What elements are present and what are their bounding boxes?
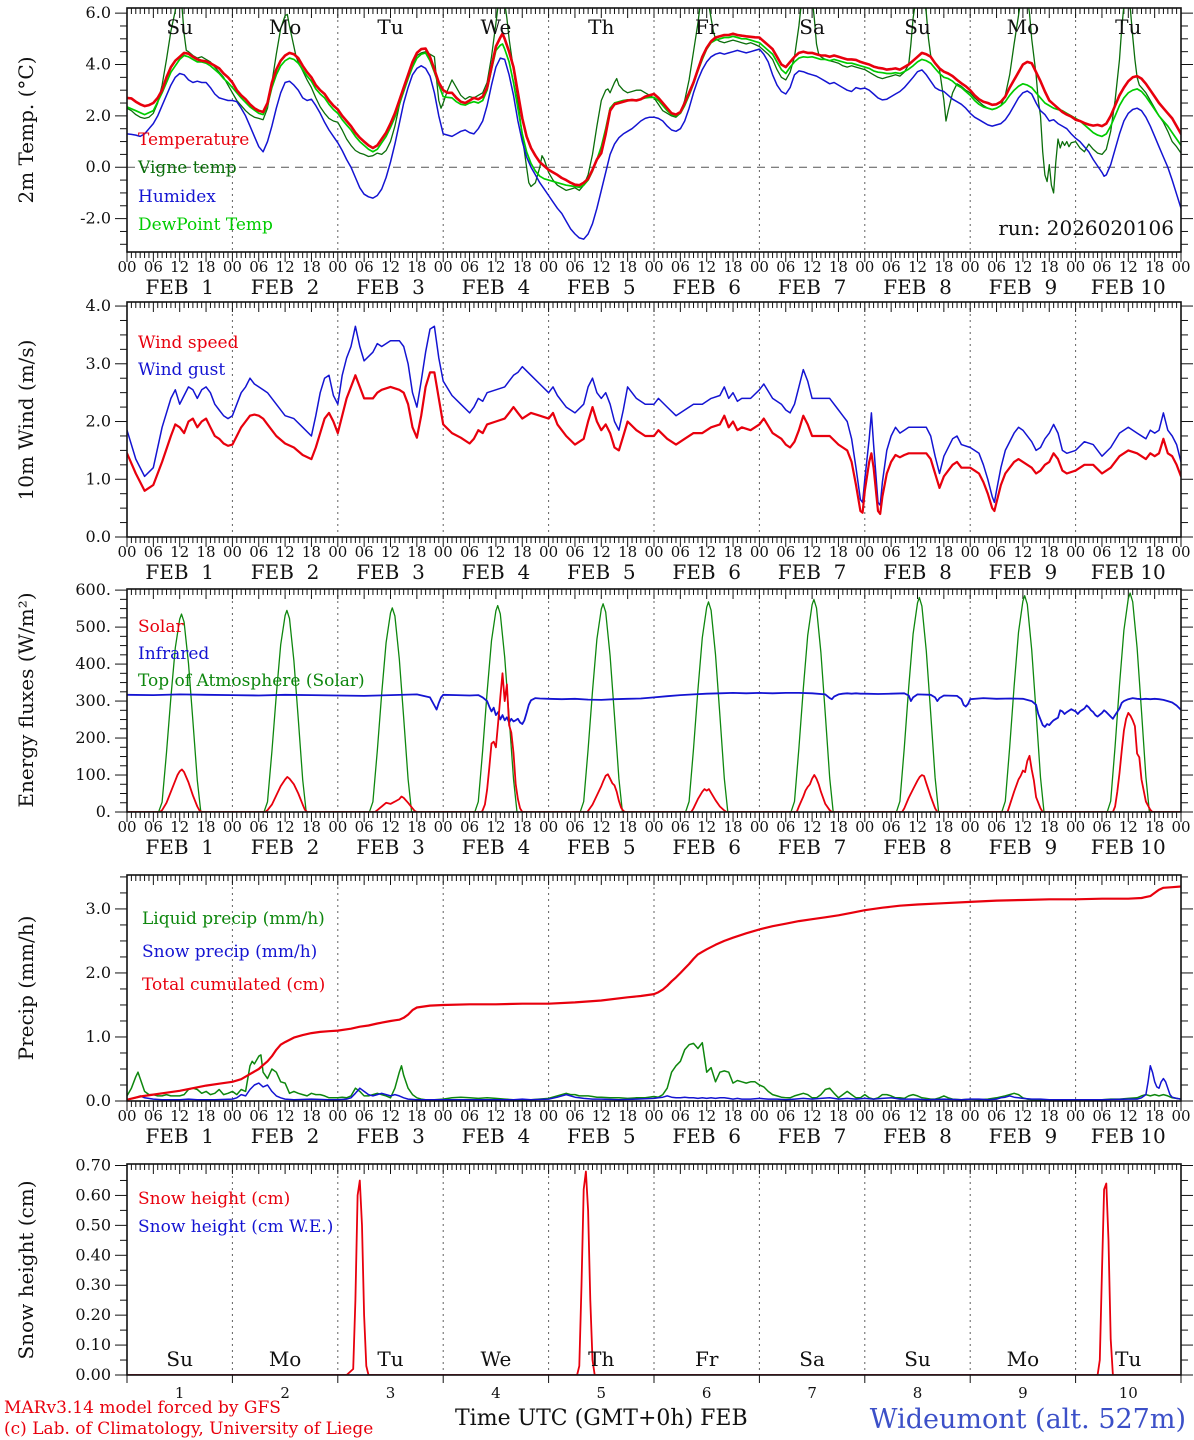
- x-hour-label: 00: [1171, 543, 1191, 561]
- y-tick-label: 6.0: [85, 3, 111, 23]
- x-hour-label: 06: [670, 543, 690, 561]
- time-axis-label: [455, 1406, 748, 1431]
- x-date-label: FEB 5: [566, 560, 636, 584]
- x-date-label: FEB 9: [988, 560, 1058, 584]
- x-date-label: FEB 8: [883, 275, 952, 299]
- y-tick-label: 1.0: [85, 1026, 111, 1046]
- x-hour-label: 00: [539, 818, 559, 836]
- legend-temperature: Temperature: [138, 130, 250, 150]
- x-hour-label: 12: [170, 258, 190, 276]
- x-hour-label: 06: [460, 1107, 480, 1125]
- legend-snow-height-we: Snow height (cm W.E.): [138, 1217, 334, 1237]
- x-hour-label: 18: [512, 818, 532, 836]
- x-date-label: FEB 5: [566, 275, 636, 299]
- x-hour-label: 06: [881, 543, 901, 561]
- x-hour-label: 06: [143, 818, 163, 836]
- x-day-number: 1: [174, 1384, 185, 1402]
- legend-snow-height: Snow height (cm): [138, 1189, 291, 1209]
- x-hour-label: 06: [881, 818, 901, 836]
- x-hour-label: 00: [644, 258, 664, 276]
- x-hour-label: 12: [380, 818, 401, 836]
- x-date-label: FEB 8: [883, 1124, 952, 1148]
- x-hour-label: 18: [723, 543, 743, 561]
- x-hour-label: 12: [1013, 818, 1033, 836]
- x-hour-label: 00: [117, 818, 137, 836]
- x-hour-label: 18: [618, 543, 638, 561]
- x-hour-label: 18: [1145, 543, 1165, 561]
- x-hour-label: 00: [855, 543, 875, 561]
- x-hour-label: 12: [591, 258, 611, 276]
- x-hour-label: 12: [907, 258, 928, 276]
- x-hour-label: 12: [1013, 1107, 1033, 1125]
- x-hour-label: 12: [1013, 258, 1033, 276]
- x-hour-label: 00: [328, 1107, 348, 1125]
- x-hour-label: 12: [1118, 258, 1138, 276]
- x-hour-label: 06: [881, 258, 901, 276]
- x-date-label: FEB 3: [356, 1124, 425, 1148]
- weekday-label: Tu: [377, 1347, 404, 1371]
- x-hour-label: 12: [380, 258, 401, 276]
- y-axis-title-wind: 10m Wind (m/s): [14, 339, 38, 501]
- x-date-label: FEB 10: [1090, 560, 1166, 584]
- y-tick-label: -2.0: [80, 208, 111, 228]
- x-hour-label: 00: [539, 543, 559, 561]
- y-tick-label: 400.: [75, 654, 111, 674]
- x-hour-label: 00: [222, 258, 242, 276]
- panel-energy: [75, 580, 1193, 859]
- x-hour-label: 12: [486, 543, 506, 561]
- weekday-label: Mo: [1006, 1347, 1040, 1371]
- x-hour-label: 06: [354, 543, 374, 561]
- x-hour-label: 18: [618, 1107, 638, 1125]
- x-hour-label: 12: [1013, 543, 1033, 561]
- y-tick-label: 0.0: [85, 157, 111, 177]
- x-hour-label: 00: [222, 1107, 242, 1125]
- series-wind-gust: [127, 326, 1181, 505]
- x-hour-label: 06: [249, 258, 269, 276]
- x-hour-label: 00: [749, 1107, 769, 1125]
- legend-infrared: Infrared: [138, 644, 210, 664]
- weekday-label: Tu: [1115, 15, 1142, 39]
- x-date-label: FEB 7: [777, 560, 847, 584]
- legend-wind-speed: Wind speed: [138, 333, 239, 353]
- x-hour-label: 06: [670, 258, 690, 276]
- x-hour-label: 00: [960, 818, 980, 836]
- x-hour-label: 18: [1145, 818, 1165, 836]
- x-hour-label: 18: [1039, 258, 1059, 276]
- x-hour-label: 12: [1118, 543, 1138, 561]
- x-hour-label: 18: [407, 818, 427, 836]
- x-hour-label: 00: [539, 258, 559, 276]
- y-tick-label: 0.20: [75, 1305, 111, 1325]
- x-hour-label: 00: [328, 818, 348, 836]
- x-hour-label: 18: [723, 258, 743, 276]
- x-hour-label: 00: [222, 543, 242, 561]
- x-hour-label: 18: [1145, 258, 1165, 276]
- y-tick-label: 3.0: [85, 898, 111, 918]
- x-hour-label: 12: [486, 258, 506, 276]
- x-hour-label: 00: [117, 1107, 137, 1125]
- x-hour-label: 00: [433, 543, 453, 561]
- weekday-label: We: [480, 15, 512, 39]
- y-axis-title-precip: Precip (mm/h): [14, 915, 38, 1061]
- y-tick-label: 0.50: [75, 1215, 111, 1235]
- x-hour-label: 18: [407, 1107, 427, 1125]
- x-hour-label: 06: [1092, 258, 1112, 276]
- x-day-number: 9: [1018, 1384, 1028, 1402]
- x-hour-label: 00: [117, 258, 137, 276]
- x-date-label: FEB 5: [566, 1124, 636, 1148]
- time-axis-label-text: Time UTC (GMT+0h): [455, 1406, 694, 1431]
- x-date-label: FEB 6: [672, 1124, 742, 1148]
- x-date-label: FEB 1: [145, 1124, 215, 1148]
- x-hour-label: 06: [1092, 1107, 1112, 1125]
- x-date-label: FEB 4: [461, 560, 531, 584]
- x-hour-label: 18: [934, 818, 954, 836]
- x-day-number: 7: [807, 1384, 817, 1402]
- x-hour-label: 18: [512, 258, 532, 276]
- x-date-label: FEB 3: [356, 835, 425, 859]
- weekday-label: Mo: [268, 1347, 302, 1371]
- x-date-label: FEB 2: [250, 1124, 320, 1148]
- x-hour-label: 00: [644, 1107, 664, 1125]
- x-hour-label: 06: [987, 543, 1007, 561]
- weekday-label: Su: [166, 15, 193, 39]
- x-hour-label: 00: [644, 543, 664, 561]
- x-hour-label: 18: [196, 258, 216, 276]
- x-hour-label: 12: [802, 543, 822, 561]
- series-group: [127, 326, 1181, 514]
- x-day-number: 3: [385, 1384, 396, 1402]
- x-hour-label: 06: [670, 818, 690, 836]
- x-date-label: FEB 1: [145, 275, 215, 299]
- x-hour-label: 00: [328, 543, 348, 561]
- x-hour-label: 12: [486, 818, 506, 836]
- y-tick-label: 500.: [75, 617, 111, 637]
- x-hour-label: 18: [196, 543, 216, 561]
- x-day-number: 8: [912, 1384, 923, 1402]
- x-hour-label: 18: [618, 258, 638, 276]
- x-hour-label: 12: [591, 818, 611, 836]
- x-date-label: FEB 8: [883, 835, 952, 859]
- x-hour-label: 12: [380, 1107, 401, 1125]
- x-hour-label: 12: [380, 543, 401, 561]
- x-date-label: FEB 9: [988, 835, 1058, 859]
- x-hour-label: 06: [565, 258, 585, 276]
- x-date-label: FEB 10: [1090, 1124, 1166, 1148]
- x-hour-label: 12: [275, 818, 295, 836]
- x-date-label: FEB 2: [250, 275, 320, 299]
- x-hour-label: 06: [1092, 818, 1112, 836]
- weekday-label: Sa: [799, 15, 825, 39]
- lab-credit: (c) Lab. of Climatology, University of Liege: [4, 1419, 374, 1439]
- x-date-label: FEB 10: [1090, 275, 1166, 299]
- y-axis-title-temp: 2m Temp. (°C): [14, 56, 38, 204]
- x-hour-label: 12: [802, 1107, 822, 1125]
- x-hour-label: 00: [1171, 818, 1191, 836]
- x-hour-label: 06: [776, 1107, 796, 1125]
- x-day-number: 10: [1118, 1384, 1138, 1402]
- legend-toa-solar: Top of Atmosphere (Solar): [138, 671, 365, 691]
- weekday-label: Tu: [377, 15, 404, 39]
- x-hour-label: 06: [354, 1107, 374, 1125]
- x-hour-label: 12: [275, 258, 295, 276]
- x-hour-label: 00: [328, 258, 348, 276]
- x-hour-label: 00: [960, 1107, 980, 1125]
- x-day-number: 2: [280, 1384, 290, 1402]
- x-hour-label: 18: [1039, 1107, 1059, 1125]
- x-hour-label: 18: [828, 818, 848, 836]
- legend-total-cumulated: Total cumulated (cm): [142, 975, 326, 995]
- y-tick-label: 0.0: [85, 1091, 111, 1110]
- x-hour-label: 18: [301, 818, 321, 836]
- x-hour-label: 18: [301, 258, 321, 276]
- x-day-number: 5: [596, 1384, 607, 1402]
- x-hour-label: 06: [776, 258, 796, 276]
- y-tick-label: 0.10: [75, 1335, 111, 1355]
- x-hour-label: 18: [1039, 543, 1059, 561]
- x-hour-label: 18: [934, 1107, 954, 1125]
- x-hour-label: 12: [697, 1107, 717, 1125]
- x-hour-label: 00: [433, 818, 453, 836]
- y-tick-label: 100.: [75, 765, 111, 785]
- y-tick-label: 0.30: [75, 1275, 111, 1295]
- x-hour-label: 18: [618, 818, 638, 836]
- weekday-label: Th: [588, 15, 615, 39]
- x-hour-label: 12: [697, 818, 717, 836]
- x-date-label: FEB 9: [988, 1124, 1058, 1148]
- y-tick-label: 0.70: [75, 1155, 111, 1175]
- x-hour-label: 12: [275, 1107, 295, 1125]
- x-hour-label: 12: [907, 818, 928, 836]
- x-hour-label: 06: [1092, 543, 1112, 561]
- x-hour-label: 18: [723, 1107, 743, 1125]
- x-hour-label: 12: [170, 543, 190, 561]
- x-hour-label: 00: [433, 1107, 453, 1125]
- weekday-label: Mo: [268, 15, 302, 39]
- legend-dewpoint: DewPoint Temp: [138, 215, 273, 235]
- x-date-label: FEB 5: [566, 835, 636, 859]
- x-hour-label: 00: [117, 543, 137, 561]
- model-credit: MARv3.14 model forced by GFS: [4, 1398, 281, 1418]
- weekday-label: Sa: [799, 1347, 825, 1371]
- x-hour-label: 18: [301, 543, 321, 561]
- x-date-label: FEB 6: [672, 560, 742, 584]
- x-hour-label: 18: [934, 543, 954, 561]
- legend-wind-gust: Wind gust: [138, 360, 226, 380]
- y-tick-label: 0.0: [85, 527, 111, 546]
- x-hour-label: 06: [565, 1107, 585, 1125]
- x-hour-label: 12: [802, 258, 822, 276]
- x-hour-label: 06: [354, 818, 374, 836]
- x-date-label: FEB 7: [777, 835, 847, 859]
- x-date-label: FEB 7: [777, 275, 847, 299]
- x-day-number: 6: [701, 1384, 712, 1402]
- y-tick-label: 4.0: [85, 296, 111, 316]
- x-date-label: FEB 2: [250, 835, 320, 859]
- x-hour-label: 18: [196, 1107, 216, 1125]
- x-hour-label: 06: [460, 258, 480, 276]
- x-hour-label: 06: [249, 818, 269, 836]
- x-hour-label: 00: [855, 1107, 875, 1125]
- x-hour-label: 18: [301, 1107, 321, 1125]
- x-hour-label: 06: [776, 818, 796, 836]
- x-hour-label: 06: [460, 818, 480, 836]
- x-hour-label: 12: [275, 543, 295, 561]
- x-hour-label: 00: [960, 543, 980, 561]
- x-date-label: FEB 4: [461, 835, 531, 859]
- x-date-label: FEB 1: [145, 560, 215, 584]
- x-hour-label: 06: [354, 258, 374, 276]
- x-hour-label: 00: [1066, 543, 1086, 561]
- y-tick-label: 0.40: [75, 1245, 111, 1265]
- x-date-label: FEB 9: [988, 275, 1058, 299]
- y-tick-label: 0.60: [75, 1185, 111, 1205]
- x-hour-label: 12: [1118, 818, 1138, 836]
- x-hour-label: 12: [170, 818, 190, 836]
- x-hour-label: 00: [1171, 1107, 1191, 1125]
- weekday-label: Fr: [694, 15, 719, 39]
- weekday-label: Su: [904, 1347, 931, 1371]
- x-hour-label: 00: [644, 818, 664, 836]
- x-date-label: FEB 3: [356, 560, 425, 584]
- x-hour-label: 06: [987, 258, 1007, 276]
- x-hour-label: 06: [776, 543, 796, 561]
- x-date-label: FEB 7: [777, 1124, 847, 1148]
- x-date-label: FEB 4: [461, 1124, 531, 1148]
- x-hour-label: 18: [828, 543, 848, 561]
- y-tick-label: 2.0: [85, 105, 111, 125]
- legend-solar: Solar: [138, 617, 184, 637]
- x-hour-label: 06: [143, 543, 163, 561]
- x-hour-label: 00: [222, 818, 242, 836]
- x-hour-label: 12: [1118, 1107, 1138, 1125]
- run-label: run: 2026020106: [998, 216, 1174, 240]
- y-tick-label: 4.0: [85, 54, 111, 74]
- x-hour-label: 00: [433, 258, 453, 276]
- legend-snow-precip: Snow precip (mm/h): [142, 942, 318, 962]
- x-hour-label: 06: [143, 1107, 163, 1125]
- x-date-label: FEB 6: [672, 275, 742, 299]
- y-axis-title-energy: Energy fluxes (W/m²): [14, 592, 38, 808]
- x-hour-label: 18: [723, 818, 743, 836]
- weekday-label: We: [480, 1347, 512, 1371]
- x-hour-label: 06: [987, 818, 1007, 836]
- x-date-label: FEB 2: [250, 560, 320, 584]
- legend-liquid-precip: Liquid precip (mm/h): [142, 909, 325, 929]
- x-hour-label: 12: [802, 818, 822, 836]
- x-hour-label: 00: [1066, 1107, 1086, 1125]
- y-tick-label: 300.: [75, 691, 111, 711]
- y-tick-label: 1.0: [85, 469, 111, 489]
- x-hour-label: 18: [1145, 1107, 1165, 1125]
- x-hour-label: 12: [591, 543, 611, 561]
- x-hour-label: 18: [407, 543, 427, 561]
- x-hour-label: 00: [749, 818, 769, 836]
- x-hour-label: 00: [749, 258, 769, 276]
- panel-wind: [86, 296, 1193, 584]
- weekday-label: Tu: [1115, 1347, 1142, 1371]
- x-date-label: FEB 1: [145, 835, 215, 859]
- x-hour-label: 12: [907, 1107, 928, 1125]
- x-hour-label: 00: [1066, 258, 1086, 276]
- x-date-label: FEB 6: [672, 835, 742, 859]
- x-hour-label: 18: [512, 1107, 532, 1125]
- y-tick-label: 3.0: [85, 353, 111, 373]
- x-hour-label: 06: [143, 258, 163, 276]
- time-axis-label-suffix: FEB: [700, 1406, 748, 1431]
- y-tick-label: 600.: [75, 580, 111, 600]
- x-date-label: FEB 4: [461, 275, 531, 299]
- y-tick-label: 2.0: [85, 962, 111, 982]
- x-hour-label: 06: [670, 1107, 690, 1125]
- x-date-label: FEB 10: [1090, 835, 1166, 859]
- x-hour-label: 18: [407, 258, 427, 276]
- y-tick-label: 0.: [95, 802, 111, 821]
- x-hour-label: 00: [539, 1107, 559, 1125]
- y-tick-label: 0.00: [75, 1365, 111, 1384]
- station-label: Wideumont (alt. 527m): [869, 1404, 1186, 1435]
- x-hour-label: 06: [565, 818, 585, 836]
- y-tick-label: 200.: [75, 728, 111, 748]
- x-hour-label: 00: [855, 258, 875, 276]
- x-date-label: FEB 3: [356, 275, 425, 299]
- x-hour-label: 06: [460, 543, 480, 561]
- x-hour-label: 12: [486, 1107, 506, 1125]
- weekday-label: Su: [166, 1347, 193, 1371]
- y-tick-label: 2.0: [85, 411, 111, 431]
- x-hour-label: 06: [881, 1107, 901, 1125]
- x-hour-label: 12: [591, 1107, 611, 1125]
- legend-humidex: Humidex: [138, 187, 216, 207]
- x-hour-label: 06: [987, 1107, 1007, 1125]
- x-hour-label: 00: [855, 818, 875, 836]
- x-hour-label: 06: [249, 543, 269, 561]
- x-hour-label: 12: [697, 258, 717, 276]
- x-hour-label: 00: [960, 258, 980, 276]
- weekday-label: Fr: [694, 1347, 719, 1371]
- weekday-label: Th: [588, 1347, 615, 1371]
- weekday-label: Mo: [1006, 15, 1040, 39]
- x-day-number: 4: [491, 1384, 501, 1402]
- x-hour-label: 18: [828, 1107, 848, 1125]
- x-hour-label: 06: [249, 1107, 269, 1125]
- x-hour-label: 18: [1039, 818, 1059, 836]
- x-hour-label: 00: [1171, 258, 1191, 276]
- x-hour-label: 12: [170, 1107, 190, 1125]
- y-axis-title-snow: Snow height (cm): [14, 1180, 38, 1360]
- x-hour-label: 18: [196, 818, 216, 836]
- x-hour-label: 12: [697, 543, 717, 561]
- x-hour-label: 18: [934, 258, 954, 276]
- x-hour-label: 00: [1066, 818, 1086, 836]
- x-hour-label: 00: [749, 543, 769, 561]
- weekday-label: Su: [904, 15, 931, 39]
- x-date-label: FEB 8: [883, 560, 952, 584]
- legend-vigne-temp: Vigne temp: [138, 158, 237, 178]
- x-hour-label: 18: [828, 258, 848, 276]
- series-humidex: [127, 49, 1181, 239]
- x-hour-label: 18: [512, 543, 532, 561]
- x-hour-label: 12: [907, 543, 928, 561]
- x-hour-label: 06: [565, 543, 585, 561]
